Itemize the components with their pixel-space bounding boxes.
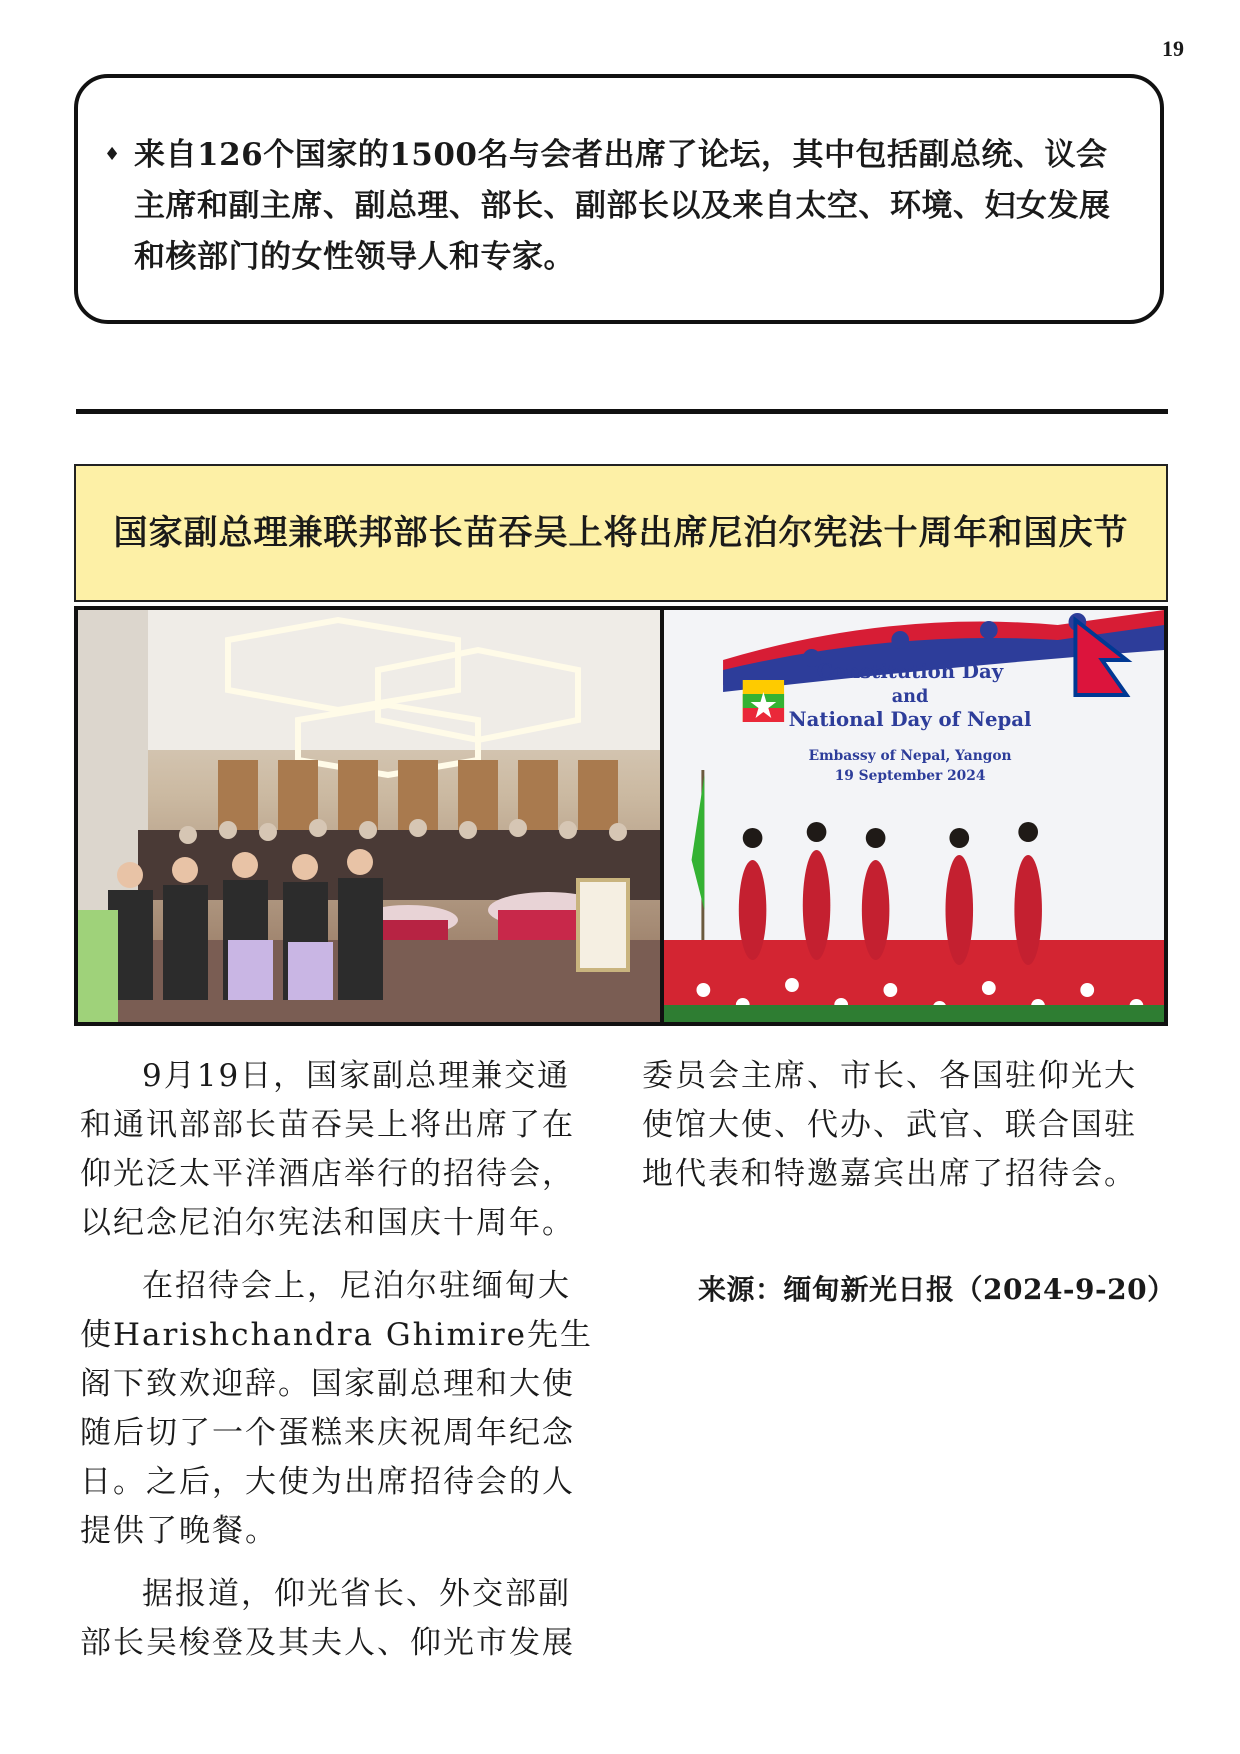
article-paragraph-continued: 委员会主席、市长、各国驻仰光大使馆大使、代办、武官、联合国驻地代表和特邀嘉宾出席了招待会。 <box>642 1058 1137 1192</box>
highlight-box <box>74 74 1164 324</box>
highlight-text: 来自126个国家的1500名与会者出席了论坛，其中包括副总统、议会主席和副主席、副总理、部长、副部长以及来自太空、环境、妇女发展和核部门的女性领导人和专家。 <box>134 137 1111 275</box>
headline-box <box>74 464 1168 602</box>
diamond-bullet-icon: ♦ <box>104 144 121 165</box>
banner-line-4: Embassy of Nepal, Yangon <box>808 747 1012 765</box>
banner-line-3: National Day of Nepal <box>788 706 1032 732</box>
photo-frame <box>74 606 1168 1026</box>
article-column-left <box>80 1052 600 1682</box>
banner-line-2: and <box>891 685 929 708</box>
article-headline: 国家副总理兼联邦部长苗吞吴上将出席尼泊尔宪法十周年和国庆节 <box>113 513 1129 553</box>
article-paragraph: 据报道，仰光省长、外交部副部长吴梭登及其夫人、仰光市发展 <box>80 1576 575 1661</box>
banner-line-1: Constitution Day <box>816 658 1004 684</box>
nepal-day-stage-photo <box>664 610 1164 1022</box>
article-paragraph: 在招待会上，尼泊尔驻缅甸大使Harishchandra Ghimire先生阁下致欢迎辞。国家副总理和大使随后切了一个蛋糕来庆祝周年纪念日。之后，大使为出席招待会的人提供了晚餐。 <box>80 1268 594 1549</box>
section-divider <box>76 409 1168 414</box>
article-paragraph: 9月19日，国家副总理兼交通和通讯部部长苗吞吴上将出席了在仰光泛太平洋酒店举行的招待会，以纪念尼泊尔宪法和国庆十周年。 <box>80 1058 575 1241</box>
article-source: 来源：缅甸新光日报（2024-9-20） <box>698 1273 1176 1306</box>
page-number: 19 <box>1162 36 1184 61</box>
reception-hall-photo <box>78 610 660 1022</box>
article-column-right <box>642 1052 1162 1213</box>
banner-line-5: 19 September 2024 <box>834 767 986 785</box>
